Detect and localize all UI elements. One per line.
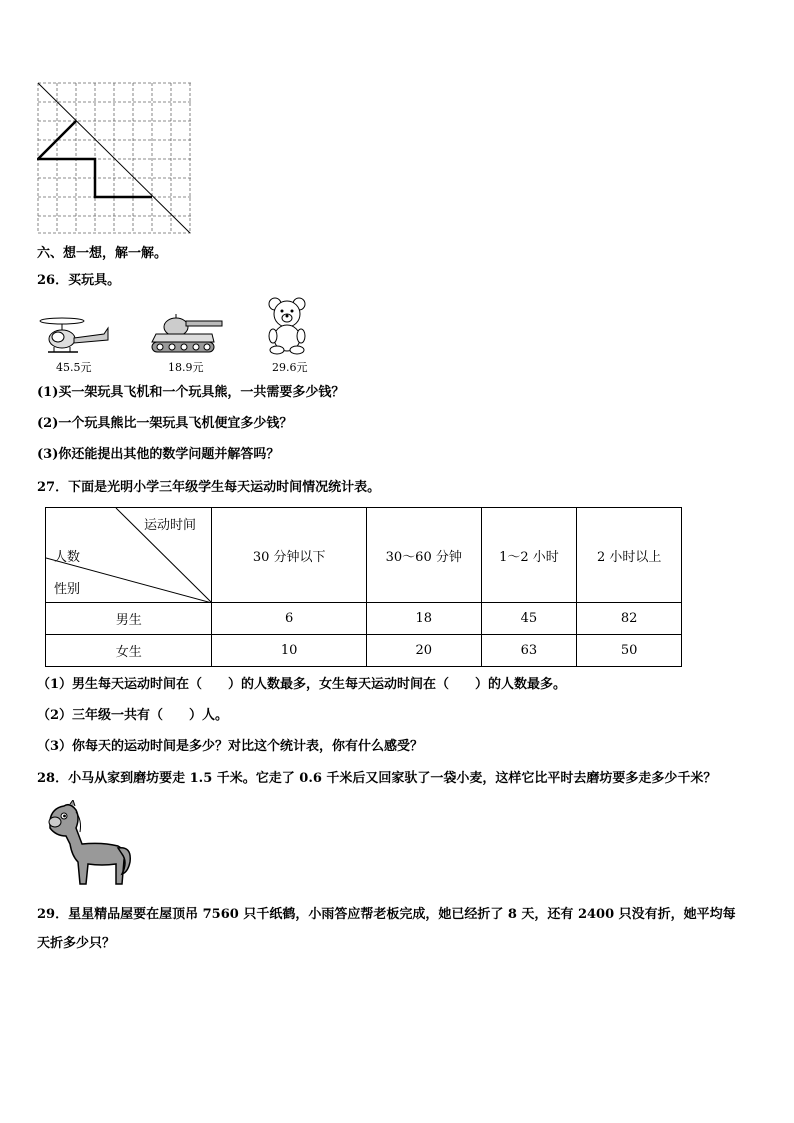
table-cell: 6 <box>212 603 367 635</box>
q29-line1: 29．星星精品屋要在屋顶吊 7560 只千纸鹤，小雨答应帮老板完成，她已经折了 8 天，还有 2400 只没有折，她平均每 <box>37 907 736 922</box>
table-cell: 10 <box>212 635 367 667</box>
column-header: 30 分钟以下 <box>212 508 367 603</box>
tank-icon <box>148 312 228 356</box>
table-row <box>46 635 682 667</box>
column-header: 1～2 小时 <box>481 508 577 603</box>
q27-sub2: （2）三年级一共有（ ）人。 <box>37 708 229 723</box>
corner-bottom-label: 性别 <box>54 582 81 597</box>
teddy-bear-icon <box>264 296 310 356</box>
table-cell: 45 <box>481 603 577 635</box>
q26-sub2: (2)一个玩具熊比一架玩具飞机便宜多少钱？ <box>37 416 293 431</box>
q27-sub3: （3）你每天的运动时间是多少？对比这个统计表，你有什么感受？ <box>37 739 424 754</box>
helicopter-price: 45.5元 <box>56 361 92 374</box>
table-cell: 82 <box>577 603 682 635</box>
row-label: 男生 <box>46 603 212 635</box>
column-header: 30～60 分钟 <box>366 508 481 603</box>
table-cell: 63 <box>481 635 577 667</box>
q29-line2: 天折多少只？ <box>37 936 116 951</box>
helicopter-icon <box>38 316 112 356</box>
q27-sub1: （1）男生每天运动时间在（ ）的人数最多，女生每天运动时间在（ ）的人数最多。 <box>37 677 567 692</box>
tank-price: 18.9元 <box>168 361 204 374</box>
horse-icon <box>42 800 134 888</box>
table-cell: 20 <box>366 635 481 667</box>
row-label: 女生 <box>46 635 212 667</box>
q26-title: 26．买玩具。 <box>37 273 121 288</box>
q27-title: 27．下面是光明小学三年级学生每天运动时间情况统计表。 <box>37 480 381 495</box>
stats-table <box>45 507 682 667</box>
column-header: 2 小时以上 <box>577 508 682 603</box>
table-row <box>46 603 682 635</box>
grid-figure <box>37 82 193 234</box>
table-cell: 50 <box>577 635 682 667</box>
table-corner-cell <box>46 508 212 603</box>
q26-sub3: (3)你还能提出其他的数学问题并解答吗？ <box>37 447 280 462</box>
q28-text: 28．小马从家到磨坊要走 1.5 千米。它走了 0.6 千米后又回家驮了一袋小麦，这样它比平时去磨坊要多走多少千米？ <box>37 771 717 786</box>
section-heading: 六、想一想，解一解。 <box>37 246 168 261</box>
corner-top-label: 运动时间 <box>144 518 197 533</box>
bear-price: 29.6元 <box>272 361 308 374</box>
table-cell: 18 <box>366 603 481 635</box>
corner-mid-label: 人数 <box>54 550 81 565</box>
q26-sub1: (1)买一架玩具飞机和一个玩具熊，一共需要多少钱？ <box>37 385 345 400</box>
